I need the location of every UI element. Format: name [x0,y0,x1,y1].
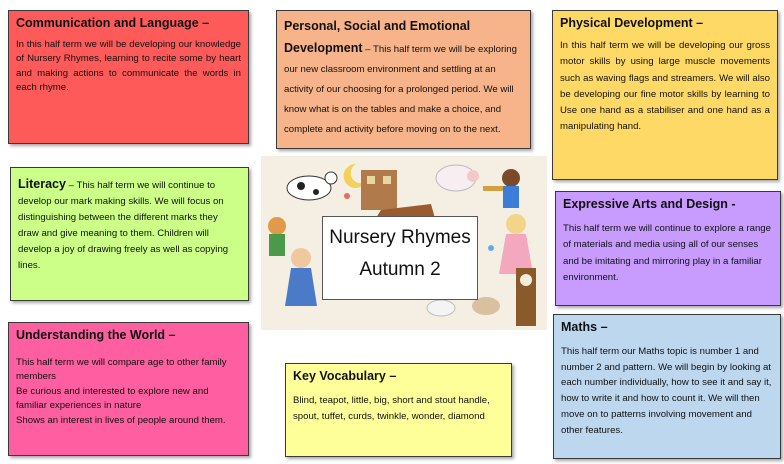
personal-social-emotional-content: Personal, Social and Emotional Development – This half term we will be exploring our new classroom environment and settling at an activity of our choosing for a prolonged period. We will know what is on the tables and make a choice, and complete and activity before moving on to the next. [284,19,517,135]
personal-social-emotional-title: Personal, Social and Emotional Development [284,19,471,55]
understanding-world-panel [8,322,249,456]
maths-panel [553,314,781,459]
maths-title: Maths – [561,320,608,334]
term-label: Autumn 2 [359,259,441,280]
understanding-world-line: This half term we will compare age to other family members [16,357,227,383]
topic-title: Nursery Rhymes [329,227,471,248]
key-vocabulary-text: Blind, teapot, little, big, short and stout handle, spout, tuffet, curds, twinkle, wonder, diamond [293,395,490,422]
expressive-arts-design-panel [555,191,781,306]
personal-social-emotional-panel [276,10,531,149]
expressive-arts-design-text: This half term we will continue to explore a range of materials and media using all of our senses and be imitating and mirroring play in a familiar environment. [563,223,771,284]
topic-title-card [322,216,478,300]
communication-language-panel [8,10,249,144]
key-vocabulary-title: Key Vocabulary – [293,369,397,383]
maths-text: This half term our Maths topic is number 1 and number 2 and pattern. We will begin by looking at each number individually, how to see it and say it, how to write it and how to count it. We will then move on to patterns involving movement and other features. [561,346,772,436]
understanding-world-text [16,356,241,428]
literacy-panel [10,167,249,301]
personal-social-emotional-text: This half term we will be exploring our new classroom environment and settling at an activity of our choosing for a prolonged period. We will know what is on the tables and make a choice, and complete and activity before moving on to the next. [284,44,517,135]
physical-development-title: Physical Development – [560,16,704,30]
literacy-title: Literacy [18,177,66,191]
expressive-arts-design-title: Expressive Arts and Design - [563,197,736,211]
key-vocabulary-panel [285,363,512,457]
literacy-content: Literacy – This half term we will continue to develop our mark making skills. We will focus on distinguishing between the different marks they draw and give meaning to them. Children will develop a joy of drawing freely as well as copying lines. [18,177,229,271]
communication-language-title: Communication and Language – [16,16,210,30]
physical-development-text: In this half term we will be developing our gross motor skills by using large muscle movements such as waving flags and streamers. We will also be developing our fine motor skills by learning to Use one hand as a stabiliser and one hand as a manipulating hand. [560,40,770,133]
understanding-world-title: Understanding the World – [16,328,176,342]
physical-development-panel [552,10,778,180]
literacy-text: This half term we will continue to develop our mark making skills. We will focus on distinguishing between the different marks they draw and give meaning to them. Children will develop a joy of drawing freely as well as copying lines. [18,180,229,271]
communication-language-text: In this half term we will be developing our knowledge of Nursery Rhymes, learning to recite some by heart and making actions to communicate the words in each rhyme. [16,39,241,94]
understanding-world-line: Shows an interest in lives of people around them. [16,414,226,426]
understanding-world-line: Be curious and interested to explore new and familiar experiences in nature [16,385,209,412]
